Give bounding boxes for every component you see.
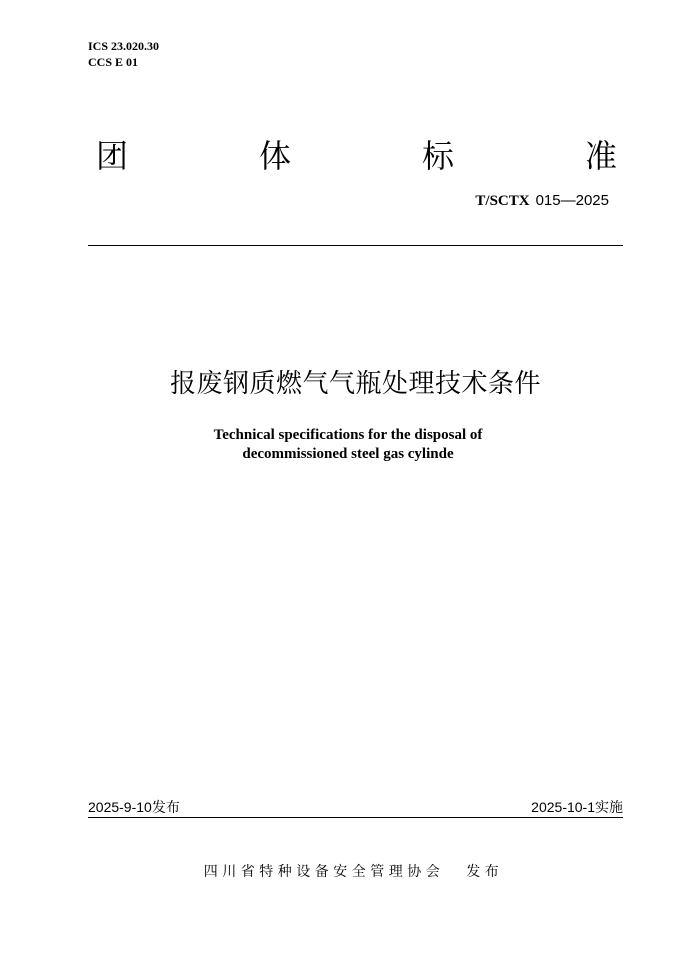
standard-category-char: 团 — [96, 137, 129, 175]
ccs-code: CCS E 01 — [88, 55, 139, 69]
issue-date-value: 2025-9-10 — [88, 799, 152, 815]
standard-number-value: 015—2025 — [535, 192, 609, 209]
issue-date-label: 发布 — [151, 800, 180, 816]
header-divider — [88, 245, 623, 246]
implementation-date-value: 2025-10-1 — [531, 799, 595, 815]
implementation-date-label: 实施 — [595, 800, 623, 816]
footer-divider — [88, 817, 623, 818]
issue-date — [88, 798, 180, 817]
standard-category-char: 准 — [585, 137, 618, 175]
standard-category-char: 标 — [422, 137, 455, 175]
document-title-chinese: 报废钢质燃气气瓶处理技术条件 — [169, 369, 541, 399]
classification-codes — [88, 38, 159, 70]
english-title-line: Technical specifications for the disposal of — [213, 427, 483, 443]
standard-category-char: 体 — [259, 137, 292, 175]
implementation-date — [531, 798, 623, 817]
english-title-line: decommissioned steel gas cylinde — [242, 445, 454, 462]
issuer-label: 发布 — [466, 864, 504, 880]
ics-code: ICS 23.020.30 — [88, 39, 160, 53]
issuing-organization — [0, 862, 681, 882]
issuer-name: 四川省特种设备安全管理协会 — [203, 864, 445, 880]
document-title-english — [0, 426, 681, 463]
standard-number — [475, 191, 609, 211]
standard-number-prefix: T/SCTX — [475, 193, 530, 209]
